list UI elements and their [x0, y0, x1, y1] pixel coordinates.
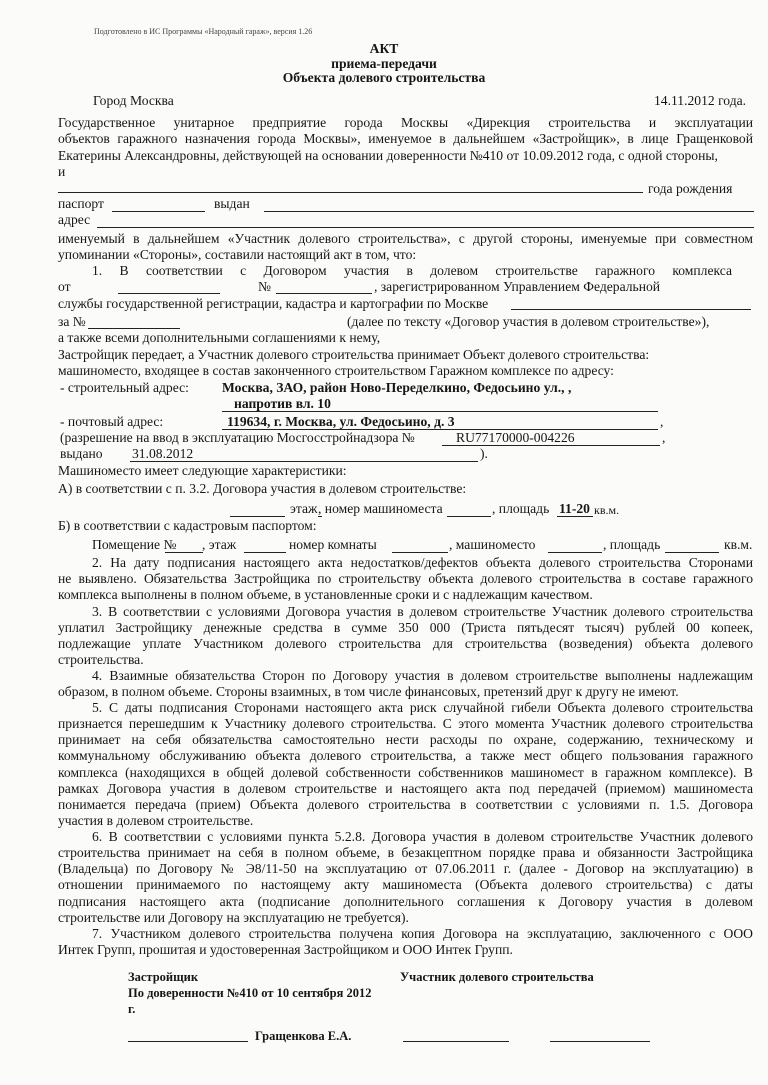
- space2-label: , машиноместо: [449, 537, 536, 552]
- permit-value: RU77170000-004226: [456, 430, 575, 445]
- developer-label: Застройщик: [128, 970, 199, 984]
- p1-za-no-label: за №: [58, 314, 86, 329]
- date: 14.11.2012 года.: [654, 93, 747, 108]
- sqm-label: кв.м.: [594, 503, 620, 517]
- p1-no-label: №: [258, 279, 271, 294]
- p6-line-1: 6. В соответствии с условиями пункта 5.2.8. Договора участия в долевом строительстве Участник долевого: [92, 829, 753, 844]
- space-no-label: , номер машиноместа: [318, 501, 443, 516]
- address-label: адрес: [58, 212, 91, 227]
- permit-issued-label: выдано: [60, 446, 103, 461]
- floor-label: этаж: [290, 501, 318, 516]
- issued-field[interactable]: [264, 211, 754, 212]
- permit-label: (разрешение на ввод в эксплуатацию Мосгосстройнадзора №: [60, 430, 415, 445]
- p3-line-3: подлежащие уплате Участником долевого строительства для строительства (возведения) объекта долевого: [58, 636, 753, 651]
- p1-line-6: Застройщик передает, а Участник долевого строительства принимает Объект долевого строительства:: [58, 347, 650, 362]
- signer-name: Гращенкова Е.А.: [255, 1029, 352, 1043]
- characteristics-b: Б) в соответствии с кадастровым паспортом:: [58, 518, 317, 533]
- p1-line-1: 1. В соответствии с Договором участия в долевом строительстве гаражного комплекса: [92, 263, 732, 278]
- p6-line-5: подписания настоящего акта (подписание дополнительного соглашения к Договору участия в долевом: [58, 894, 753, 909]
- space-no-field[interactable]: [447, 516, 491, 517]
- p7-line-1: 7. Участником долевого строительства получена копия Договора на эксплуатацию, заключенного с ООО: [92, 926, 753, 941]
- area-value: 11-20: [559, 501, 590, 516]
- power-of-attorney: По доверенности №410 от 10 сентября 2012: [128, 986, 372, 1000]
- p1-line-3: службы государственной регистрации, кадастра и картографии по Москве: [58, 296, 489, 311]
- p1-line-2: , зарегистрированном Управлением Федеральной: [374, 279, 661, 294]
- title-line-1: АКТ: [369, 41, 399, 56]
- contract-number-field[interactable]: [276, 293, 372, 294]
- room-field[interactable]: [165, 552, 203, 553]
- issued-label: выдан: [214, 196, 250, 211]
- permit-issued-value: 31.08.2012: [132, 446, 194, 461]
- build-address-label: - строительный адрес:: [60, 380, 189, 395]
- participant-signature-line[interactable]: [403, 1041, 509, 1042]
- permit-issued-underline: [130, 461, 478, 462]
- p3-line-1: 3. В соответствии с условиями Договора участия в долевом строительстве Участник долевого строительства: [92, 604, 753, 619]
- p2-line-3: комплекса выполнены в полном объеме, в установленные сроки и с надлежащим качеством.: [58, 587, 593, 602]
- address-field[interactable]: [97, 227, 754, 228]
- p6-line-3: (Владельца) по Договору № Э8/11-50 на эксплуатацию от 07.06.2011 г. (далее - Договор на эксплуатацию) в: [58, 861, 753, 876]
- floor2-field[interactable]: [244, 552, 286, 553]
- room-label: Помещение №: [92, 537, 177, 552]
- preamble-line-1: Государственное унитарное предприятие города Москвы «Дирекция строительства и эксплуатации: [58, 115, 753, 130]
- p5-line-8: участия в долевом строительстве.: [58, 813, 254, 828]
- participant-name-line[interactable]: [58, 192, 643, 193]
- p4-line-1: 4. Взаимные обязательства Сторон по Договору участия в долевом строительстве выполнены надлежащим: [92, 668, 753, 683]
- sqm2-label: кв.м.: [724, 537, 753, 552]
- p2-line-1: 2. На дату подписания настоящего акта недостатков/дефектов объекта долевого строительства Сторонами: [92, 555, 753, 570]
- party-line-2: упоминании «Стороны», составили настоящий акт в том, что:: [58, 247, 417, 262]
- registration-number-field[interactable]: [88, 328, 180, 329]
- city: Город Москва: [93, 93, 174, 108]
- contract-date-field[interactable]: [118, 293, 220, 294]
- preamble-line-2: объектов гаражного назначения города Москвы», именуемое в дальнейшем «Застройщик», в лице Гращенковой: [58, 131, 753, 146]
- p5-line-5: комплекса (находящихся в общей долевой собственности собственников машиномест в гаражном комплексе). В: [58, 765, 753, 780]
- p5-line-1: 5. С даты подписания Сторонами настоящего акта риск случайной гибели Объекта долевого строительства: [92, 700, 753, 715]
- preamble-line-4: и: [58, 164, 66, 179]
- title-line-2: приема-передачи: [331, 56, 437, 71]
- area2-field[interactable]: [665, 552, 719, 553]
- area-underline: [557, 516, 593, 517]
- floor-field[interactable]: [230, 516, 285, 517]
- post-address-label: - почтовый адрес:: [60, 414, 164, 429]
- p7-line-2: Интек Групп, прошитая и удостоверенная Застройщиком и ООО Интек Групп.: [58, 942, 513, 957]
- title-line-3: Объекта долевого строительства: [282, 70, 486, 85]
- p5-line-7: понимается передача (прием) Объекта долевого строительства в соответствии с условиями п. 1.5. Договора: [58, 797, 753, 812]
- p2-line-2: не выявлено. Обязательства Застройщика по строительству объекта долевого строительства в составе гаражного: [58, 571, 753, 586]
- permit-issued-end: ).: [480, 446, 488, 461]
- build-address-value-2: напротив вл. 10: [234, 396, 331, 411]
- participant-name-line-bottom[interactable]: [550, 1041, 650, 1042]
- party-line-1: именуемый в дальнейшем «Участник долевого строительства», с другой стороны, именуемые при совместном: [58, 231, 753, 246]
- participant-label: Участник долевого строительства: [400, 970, 594, 984]
- post-address-value: 119634, г. Москва, ул. Федосьино, д. 3: [227, 414, 455, 429]
- preamble-line-3: Екатерины Александровны, действующей на основании доверенности №410 от 10.09.2012 года, с одной стороны,: [58, 148, 718, 163]
- post-address-comma: ,: [660, 414, 664, 429]
- p1-line-5: а также всеми дополнительными соглашениями к нему,: [58, 330, 381, 345]
- p5-line-3: принимает на себя обязательства самостоятельно нести расходы по охране, содержанию, техническому и: [58, 732, 753, 747]
- p1-line-4: (далее по тексту «Договор участия в долевом строительстве»),: [347, 314, 710, 329]
- p5-line-2: признается перешедшим к Участнику долевого строительства. С этого момента Участник долевого строительства: [58, 716, 753, 731]
- p3-line-4: строительства.: [58, 652, 144, 667]
- area2-label: , площадь: [603, 537, 661, 552]
- p5-line-4: коммунальному обслуживанию объекта долевого строительства, а также мест общего пользования гаражного: [58, 748, 753, 763]
- p1-line-7: машиноместо, входящее в состав законченного строительством Гаражном комплексе по адресу:: [58, 363, 614, 378]
- passport-label: паспорт: [58, 196, 104, 211]
- floor2-label: , этаж: [202, 537, 237, 552]
- space2-field[interactable]: [548, 552, 602, 553]
- registration-field[interactable]: [511, 309, 751, 310]
- build-address-underline: [222, 411, 658, 412]
- p1-from-label: от: [58, 279, 71, 294]
- build-address-value-1: Москва, ЗАО, район Ново-Переделкино, Федосьино ул., ,: [222, 380, 572, 395]
- power-of-attorney-g: г.: [128, 1002, 136, 1016]
- room-no-label: номер комнаты: [289, 537, 377, 552]
- header-note: Подготовлено в ИС Программы «Народный гараж», версия 1.26: [94, 27, 313, 36]
- p6-line-6: строительстве или Договору на эксплуатацию не требуется).: [58, 910, 409, 925]
- p6-line-2: строительства принимает на себя в полном объеме, в безакцептном порядке права и обязанности Застройщика: [58, 845, 753, 860]
- developer-signature-line[interactable]: [128, 1041, 248, 1042]
- p3-line-2: уплатил Застройщику денежные средства в сумме 350 000 (Триста пятьдесят тысяч) рублей 00 копеек,: [58, 620, 753, 635]
- p4-line-2: образом, в полном объеме. Стороны взаимных, в том числе финансовых, претензий друг к другу не имеют.: [58, 684, 679, 699]
- characteristics-a: А) в соответствии с п. 3.2. Договора участия в долевом строительстве:: [58, 481, 467, 496]
- area-label: , площадь: [492, 501, 550, 516]
- characteristics-heading: Машиноместо имеет следующие характеристики:: [58, 463, 347, 478]
- p5-line-6: рамках Договора участия в долевом строительстве и настоящего акта под передачей (приемом) машиноместа: [58, 781, 753, 796]
- p6-line-4: отношении принимаемого по настоящему акту машиноместа (Объекта долевого строительства) с даты: [58, 877, 753, 892]
- passport-field[interactable]: [112, 211, 205, 212]
- birth-year-label: года рождения: [648, 181, 733, 196]
- room-no-field[interactable]: [392, 552, 448, 553]
- permit-underline: [442, 445, 660, 446]
- permit-comma: ,: [662, 430, 666, 445]
